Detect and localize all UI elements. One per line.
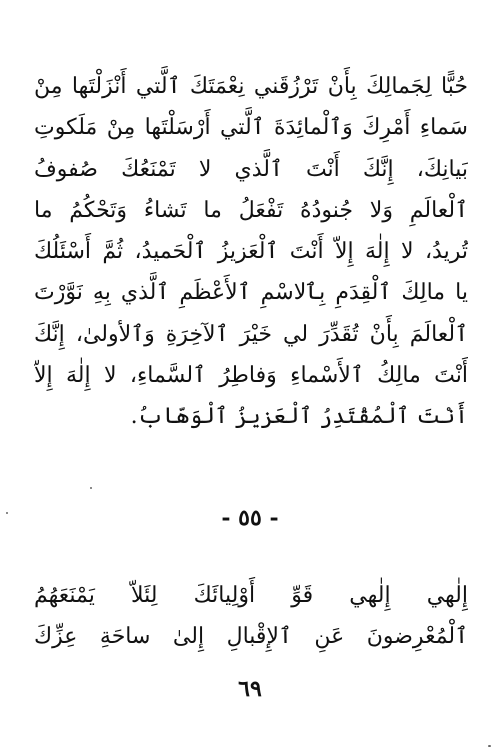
text-line: يا مالِكَ ٱلْقِدَمِ بِٱلاسْمِ ٱلأَعْظَمِ ٱلَّذي بِهِ نَوَّرْتَ <box>34 280 468 306</box>
section-number: - ٥٥ - <box>221 505 279 531</box>
text-line: ٱلْعالَمَ بِأَنْ تُقَدِّرَ لي خَيْرَ ٱلآخِرَةِ وَٱلأولىٰ، إِنَّكَ <box>34 321 468 347</box>
text-line: ٱلْمُعْرِضونَ عَنِ ٱلإِقْبالِ إِلىٰ ساحَةِ عِزِّكَ <box>34 624 468 650</box>
page-number: ٦٩ <box>238 676 262 702</box>
text-line: أَنْتَ ٱلْمُقْتَدِرُ ٱلْعَزيزُ ٱلْوَهّابُ. <box>130 404 468 430</box>
text-line: بَيانِكَ، إِنَّكَ أَنْتَ ٱلَّذي لا تَمْنَعُكَ صُفوفُ <box>34 156 468 182</box>
scan-speck <box>6 512 8 514</box>
text-line: حُبًّا لِجَمالِكَ بِأَنْ تَرْزُقَني نِعْمَتَكَ ٱلَّتي أَنْزَلْتَها مِنْ <box>34 74 468 99</box>
text-line: سَماءِ أَمْرِكَ وَٱلْمائِدَةَ ٱلَّتي أَرْسَلْتَها مِنْ مَلَكوتِ <box>34 115 468 141</box>
scan-speck <box>90 487 92 489</box>
text-line: أَنْتَ مالِكُ ٱلأَسْماءِ وَفاطِرُ ٱلسَّماءِ، لا إِلٰهَ إِلاّ <box>34 363 468 389</box>
text-line: إِلٰهي إِلٰهي قَوِّ أَوْلِيائَكَ لِئَلاّ يَمْنَعَهُمُ <box>34 583 468 608</box>
text-line: ٱلْعالَمِ وَلا جُنودُهُ تَفْعَلُ ما تَشاءُ وَتَحْكُمُ ما <box>34 197 468 223</box>
text-line: تُريدُ، لا إِلٰهَ إِلاّ أَنْتَ ٱلْعَزيزُ ٱلْحَميدُ، ثُمَّ أَسْئَلُكَ <box>34 239 468 265</box>
prayer-paragraph-1 <box>34 66 468 438</box>
scan-speck <box>488 745 491 747</box>
prayer-paragraph-2 <box>34 575 468 658</box>
